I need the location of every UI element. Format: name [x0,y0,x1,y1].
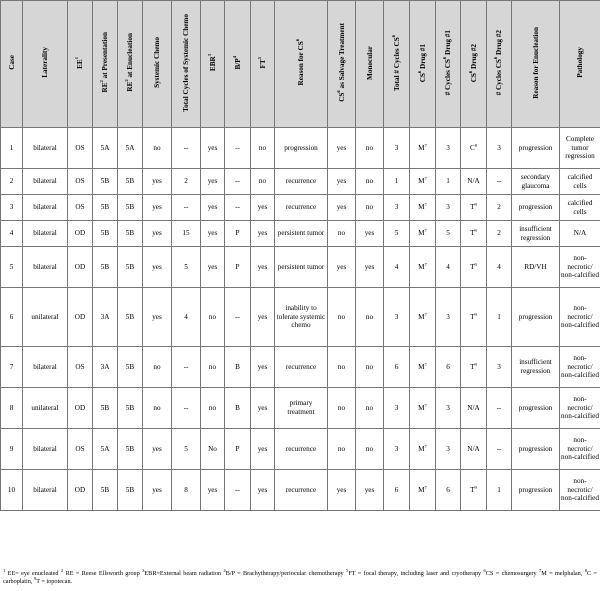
cell-cs-salvage: yes [328,169,356,195]
cell-ebr: yes [201,470,225,511]
cell-reason-enucleation: insufficient regression [512,221,560,247]
header-ebr-label: EBR$^3$ [206,54,217,72]
header-cycles-cs-drug-2 [487,1,512,128]
cell-systemic-chemo: yes [143,429,172,470]
cell-cycles-cs-drug-1: 3 [436,288,461,347]
header-laterality-label: Laterality [41,47,49,79]
cell-cycles-cs-drug-2: 1 [487,288,512,347]
cell-ee: OD [68,288,93,347]
cell-total-cycles-systemic: 2 [172,169,201,195]
table-row [1,288,600,347]
cell-systemic-chemo: yes [143,221,172,247]
cell-re-enucleation: 5B [118,221,143,247]
cell-laterality: bilateral [23,195,68,221]
header-reason-cs [275,1,328,128]
cell-ft: yes [251,470,275,511]
cell-cs-drug-2: $T^9$ [461,221,487,247]
header-case-label: Case [7,55,16,71]
cell-total-cycles-systemic: 5 [172,429,201,470]
cell-pathology: Complete tumor regression [560,128,600,169]
cell-pathology: non-necrotic/ non-calcified [560,347,600,388]
header-cs-drug-1-label: $CS^6$ Drug #1 [416,43,427,82]
cell-cs-drug-1: $M^7$ [410,470,436,511]
cell-cs-drug-2: N/A [461,429,487,470]
table-footnote: $^1$ EE= eye enucleated $^2$ RE = Reese Ellsworth group $^3$EBR=External beam radiation $^4$B/P = Brachytherapy/periocular chemotherapy $^5$FT = focal therapy, including laser and cryotherapy $^6$CS = chemosurgery $^7$M = melphalan, $^8$C = carboplatin, $^9$T = topotecan. [3,568,597,585]
cell-laterality: bilateral [23,247,68,288]
cell-ebr: no [201,388,225,429]
header-monocular [356,1,384,128]
cell-cs-drug-2: $T^9$ [461,195,487,221]
cell-re-presentation: 3A [93,288,118,347]
cell-ebr: no [201,347,225,388]
cell-ee: OS [68,429,93,470]
cell-ebr: No [201,429,225,470]
header-cs-drug-2-label: $CS^6$ Drug #2 [467,43,478,82]
cell-re-enucleation: 5B [118,195,143,221]
cell-systemic-chemo: yes [143,288,172,347]
cell-ft: yes [251,347,275,388]
cell-cs-drug-1: $M^7$ [410,195,436,221]
header-reason-enucleation [512,1,560,128]
cell-laterality: unilateral [23,288,68,347]
cell-case: 1 [1,128,23,169]
cell-re-enucleation: 5B [118,388,143,429]
header-pathology-label: Pathology [576,47,584,79]
cell-monocular: no [356,195,384,221]
cell-cycles-cs-drug-2: 4 [487,247,512,288]
cell-re-presentation: 5B [93,388,118,429]
cell-systemic-chemo: no [143,128,172,169]
cell-cs-drug-2: $C^8$ [461,128,487,169]
header-total-cycles-cs [384,1,410,128]
cell-reason-cs: recurrence [275,169,328,195]
cell-total-cycles-systemic: 8 [172,470,201,511]
header-bp [225,1,251,128]
cell-cycles-cs-drug-1: 4 [436,247,461,288]
header-case [1,1,23,128]
cell-total-cycles-systemic: -- [172,195,201,221]
cell-cycles-cs-drug-1: 3 [436,388,461,429]
cell-reason-cs: progression [275,128,328,169]
header-cycles-cs-drug-2-label: # Cycles $CS^6$ Drug #2 [493,30,503,96]
header-monocular-label: Monocular [365,45,374,80]
cell-re-presentation: 5B [93,470,118,511]
cell-ee: OS [68,347,93,388]
cell-pathology: non-necrotic/ non-calcified [560,429,600,470]
table-row [1,388,600,429]
cell-case: 6 [1,288,23,347]
cell-cs-drug-1: $M^7$ [410,128,436,169]
cell-re-presentation: 5B [93,195,118,221]
cell-reason-enucleation: progression [512,470,560,511]
cell-cycles-cs-drug-2: 1 [487,470,512,511]
table-row [1,169,600,195]
cell-reason-enucleation: progression [512,388,560,429]
cell-pathology: non-necrotic/ non-calcified [560,388,600,429]
cell-re-presentation: 3A [93,347,118,388]
cell-cycles-cs-drug-1: 6 [436,347,461,388]
header-cycles-cs-drug-1 [436,1,461,128]
cell-monocular: yes [356,221,384,247]
cell-case: 3 [1,195,23,221]
cell-laterality: bilateral [23,347,68,388]
table-row [1,221,600,247]
cell-cs-salvage: no [328,347,356,388]
table-row [1,247,600,288]
cell-cycles-cs-drug-2: 2 [487,221,512,247]
cell-bp: -- [225,288,251,347]
table-row [1,429,600,470]
cell-case: 8 [1,388,23,429]
cell-cs-salvage: yes [328,195,356,221]
cell-total-cycles-systemic: 15 [172,221,201,247]
cell-monocular: no [356,388,384,429]
cell-ft: no [251,169,275,195]
cell-reason-cs: inability to tolerate systemic chemo [275,288,328,347]
header-cs-drug-1 [410,1,436,128]
header-cs-salvage [328,1,356,128]
cell-re-enucleation: 5B [118,347,143,388]
header-ee [68,1,93,128]
cell-cycles-cs-drug-1: 1 [436,169,461,195]
cell-cs-salvage: no [328,429,356,470]
cell-cs-drug-2: $T^9$ [461,288,487,347]
cell-total-cycles-systemic: -- [172,388,201,429]
cell-ft: yes [251,429,275,470]
cell-laterality: unilateral [23,388,68,429]
header-ft [251,1,275,128]
cell-reason-enucleation: progression [512,195,560,221]
cell-total-cycles-cs: 3 [384,288,410,347]
cell-case: 4 [1,221,23,247]
cell-systemic-chemo: yes [143,169,172,195]
cell-case: 7 [1,347,23,388]
cell-reason-enucleation: RD/VH [512,247,560,288]
cell-cs-salvage: yes [328,470,356,511]
cell-ebr: yes [201,128,225,169]
cell-re-enucleation: 5B [118,169,143,195]
header-total-cycles-systemic [172,1,201,128]
cell-total-cycles-cs: 3 [384,128,410,169]
header-re-presentation-label: $RE^2$ at Presentation [99,32,109,93]
cell-systemic-chemo: no [143,388,172,429]
cell-total-cycles-cs: 1 [384,169,410,195]
cell-bp: P [225,247,251,288]
cell-monocular: no [356,288,384,347]
cell-ebr: yes [201,247,225,288]
cell-ft: yes [251,288,275,347]
cell-cs-drug-2: $T^9$ [461,347,487,388]
cell-reason-enucleation: progression [512,128,560,169]
cell-ee: OS [68,195,93,221]
cell-re-presentation: 5B [93,247,118,288]
cell-laterality: bilateral [23,429,68,470]
cell-bp: -- [225,195,251,221]
cell-ee: OS [68,169,93,195]
cell-re-enucleation: 5A [118,128,143,169]
cell-bp: -- [225,470,251,511]
cell-bp: -- [225,169,251,195]
header-total-cycles-systemic-label: Total Cycles of Systemic Chemo [182,13,190,112]
cell-laterality: bilateral [23,221,68,247]
table-row [1,470,600,511]
cell-cycles-cs-drug-2: -- [487,169,512,195]
cell-systemic-chemo: yes [143,470,172,511]
cell-total-cycles-cs: 6 [384,470,410,511]
header-row [1,1,600,128]
cell-cycles-cs-drug-1: 5 [436,221,461,247]
cell-reason-cs: recurrence [275,195,328,221]
cell-monocular: no [356,169,384,195]
cell-re-enucleation: 5B [118,247,143,288]
cell-re-enucleation: 5B [118,470,143,511]
cell-pathology: calcified cells [560,195,600,221]
cell-total-cycles-systemic: 5 [172,247,201,288]
header-re-enucleation-label: $RE^2$ at Enucleation [124,33,134,93]
cell-monocular: yes [356,247,384,288]
table-body [1,128,600,511]
header-reason-enucleation-label: Reason for Enucleation [531,26,540,99]
cell-cs-drug-1: $M^7$ [410,221,436,247]
cell-systemic-chemo: yes [143,247,172,288]
cell-cycles-cs-drug-1: 3 [436,128,461,169]
cell-ft: yes [251,388,275,429]
cell-case: 5 [1,247,23,288]
table-row [1,128,600,169]
cell-cycles-cs-drug-2: 2 [487,195,512,221]
cell-reason-cs: recurrence [275,347,328,388]
header-pathology [560,1,600,128]
cell-total-cycles-systemic: -- [172,128,201,169]
cell-cs-drug-1: $M^7$ [410,247,436,288]
cell-reason-cs: persistent tumor [275,247,328,288]
cell-cycles-cs-drug-2: 3 [487,347,512,388]
cell-total-cycles-systemic: -- [172,347,201,388]
table-row [1,195,600,221]
cell-reason-enucleation: progression [512,288,560,347]
header-re-enucleation [118,1,143,128]
cell-bp: -- [225,128,251,169]
cell-laterality: bilateral [23,128,68,169]
cell-cs-salvage: yes [328,128,356,169]
cell-cs-drug-1: $M^7$ [410,288,436,347]
cell-cycles-cs-drug-1: 3 [436,429,461,470]
cell-pathology: N/A [560,221,600,247]
cell-ft: yes [251,247,275,288]
cell-cs-drug-2: $T^9$ [461,470,487,511]
cell-cs-drug-2: N/A [461,388,487,429]
cell-total-cycles-cs: 3 [384,388,410,429]
table-row [1,347,600,388]
cell-ee: OD [68,247,93,288]
header-re-presentation [93,1,118,128]
header-systemic-chemo-label: Systemic Chemo [153,37,161,89]
header-ft-label: $FT^5$ [256,56,267,69]
cell-ebr: yes [201,169,225,195]
cell-ebr: yes [201,195,225,221]
cell-cs-drug-1: $M^7$ [410,169,436,195]
cell-ebr: yes [201,221,225,247]
cell-reason-cs: recurrence [275,429,328,470]
cell-cycles-cs-drug-1: 6 [436,470,461,511]
cell-reason-cs: recurrence [275,470,328,511]
header-bp-label: $B/P^4$ [231,55,242,70]
cell-pathology: calcified cells [560,169,600,195]
cell-cs-drug-2: $T^9$ [461,247,487,288]
cell-case: 2 [1,169,23,195]
cell-cycles-cs-drug-2: -- [487,429,512,470]
cell-cs-drug-2: N/A [461,169,487,195]
header-reason-cs-label: Reason for $CS^6$ [295,39,305,86]
cell-bp: B [225,347,251,388]
cell-reason-enucleation: insufficient regression [512,347,560,388]
cell-re-enucleation: 5B [118,288,143,347]
cell-case: 9 [1,429,23,470]
cell-monocular: yes [356,470,384,511]
cell-reason-enucleation: secondary glaucoma [512,169,560,195]
cell-total-cycles-cs: 5 [384,221,410,247]
cell-monocular: no [356,128,384,169]
header-cs-drug-2 [461,1,487,128]
header-ee-label: $EE^1$ [74,56,84,69]
cell-ee: OD [68,221,93,247]
cell-cs-salvage: no [328,288,356,347]
header-laterality [23,1,68,128]
cell-ft: yes [251,195,275,221]
cell-re-presentation: 5B [93,169,118,195]
cell-total-cycles-cs: 4 [384,247,410,288]
cell-re-enucleation: 5B [118,429,143,470]
cell-ee: OD [68,470,93,511]
cell-ee: OS [68,128,93,169]
cell-laterality: bilateral [23,470,68,511]
cell-re-presentation: 5B [93,221,118,247]
header-systemic-chemo [143,1,172,128]
cell-re-presentation: 5A [93,128,118,169]
cell-reason-enucleation: progression [512,429,560,470]
cell-total-cycles-cs: 3 [384,195,410,221]
cell-cs-drug-1: $M^7$ [410,347,436,388]
cell-reason-cs: primary treatment [275,388,328,429]
cell-total-cycles-cs: 3 [384,429,410,470]
cell-ee: OD [68,388,93,429]
cell-bp: P [225,429,251,470]
cell-laterality: bilateral [23,169,68,195]
cell-cs-salvage: no [328,221,356,247]
cell-total-cycles-systemic: 4 [172,288,201,347]
cell-systemic-chemo: no [143,347,172,388]
header-total-cycles-cs-label: Total # Cycles $CS^6$ [390,34,401,91]
cell-bp: B [225,388,251,429]
cell-cycles-cs-drug-2: 3 [487,128,512,169]
header-cs-salvage-label: $CS^6$ as Salvage Treatment [335,23,346,103]
cell-cycles-cs-drug-1: 3 [436,195,461,221]
cell-ft: yes [251,221,275,247]
cell-total-cycles-cs: 6 [384,347,410,388]
cell-re-presentation: 5A [93,429,118,470]
cell-pathology: non-necrotic/ non-calcified [560,288,600,347]
cell-cs-drug-1: $M^7$ [410,388,436,429]
cell-reason-cs: persistent tumor [275,221,328,247]
cell-cs-salvage: no [328,388,356,429]
cell-cs-drug-1: $M^7$ [410,429,436,470]
header-ebr [201,1,225,128]
cell-monocular: no [356,347,384,388]
cell-cs-salvage: yes [328,247,356,288]
cell-cycles-cs-drug-2: -- [487,388,512,429]
cell-case: 10 [1,470,23,511]
cell-ft: no [251,128,275,169]
cell-ebr: no [201,288,225,347]
cell-monocular: no [356,429,384,470]
cell-bp: P [225,221,251,247]
cell-systemic-chemo: yes [143,195,172,221]
cell-pathology: non-necrotic/ non-calcified [560,470,600,511]
header-cycles-cs-drug-1-label: # Cycles $CS^6$ Drug #1 [442,30,452,96]
cell-pathology: non-necrotic/ non-calcified [560,247,600,288]
